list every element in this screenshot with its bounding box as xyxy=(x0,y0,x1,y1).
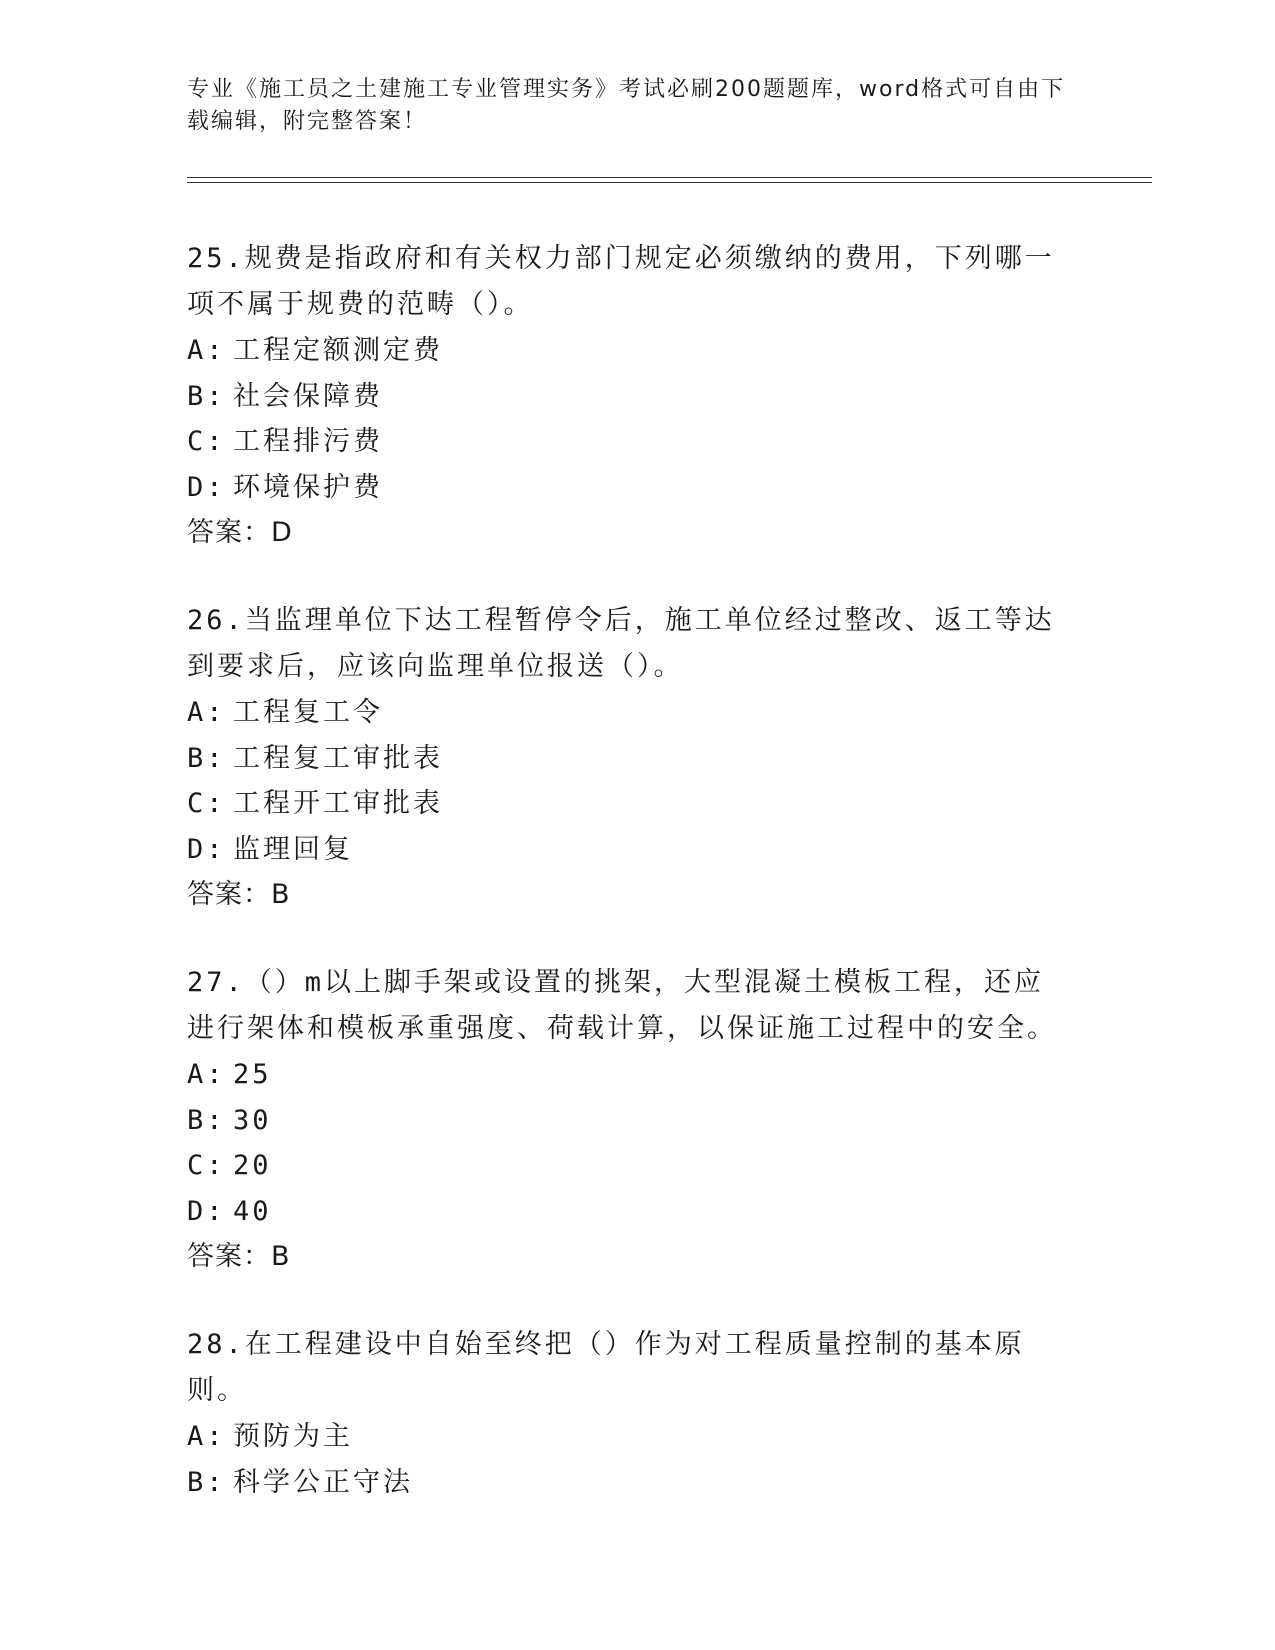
question-stem: 27.（）m以上脚手架或设置的挑架，大型混凝土模板工程，还应进行架体和模板承重强度、荷载计算，以保证施工过程中的安全。 xyxy=(187,967,1057,1044)
option-letter: A: xyxy=(187,697,226,728)
option-text: 监理回复 xyxy=(233,833,353,865)
option-c xyxy=(187,781,1087,827)
question-list xyxy=(187,236,1087,1547)
option-text: 预防为主 xyxy=(233,1421,353,1452)
option-b xyxy=(187,1460,1087,1506)
option-b xyxy=(187,736,1087,782)
header-divider-top xyxy=(187,177,1152,178)
option-letter: C: xyxy=(187,1150,226,1181)
option-letter: C: xyxy=(187,426,226,457)
option-a xyxy=(187,1414,1087,1460)
option-b xyxy=(187,374,1087,420)
option-text: 工程开工审批表 xyxy=(233,788,443,819)
option-letter: A: xyxy=(187,335,226,366)
question-stem: 28.在工程建设中自始至终把（）作为对工程质量控制的基本原则。 xyxy=(187,1329,1025,1406)
option-a xyxy=(187,690,1087,736)
option-letter: B: xyxy=(187,1104,226,1136)
question-25 xyxy=(187,236,1087,556)
document-header-title: 专业《施工员之土建施工专业管理实务》考试必刷200题题库，word格式可自由下载编辑，附完整答案！ xyxy=(187,77,1066,134)
option-text: 工程排污费 xyxy=(233,426,383,457)
option-text: 40 xyxy=(233,1195,272,1227)
option-letter: A: xyxy=(187,1421,226,1452)
option-text: 社会保障费 xyxy=(233,380,383,412)
question-28 xyxy=(187,1322,1087,1505)
question-26 xyxy=(187,598,1087,918)
answer-line: 答案：B xyxy=(187,1241,291,1272)
option-a xyxy=(187,1052,1087,1098)
option-letter: B: xyxy=(187,380,226,412)
question-stem: 25.规费是指政府和有关权力部门规定必须缴纳的费用，下列哪一项不属于规费的范畴（）。 xyxy=(187,243,1055,320)
option-d xyxy=(187,465,1087,511)
option-letter: A: xyxy=(187,1059,226,1090)
question-stem: 26.当监理单位下达工程暂停令后，施工单位经过整改、返工等达到要求后，应该向监理单位报送（）。 xyxy=(187,605,1055,682)
option-a xyxy=(187,328,1087,374)
answer-line: 答案：B xyxy=(187,879,291,910)
option-c xyxy=(187,1143,1087,1189)
option-text: 25 xyxy=(233,1059,272,1090)
question-27 xyxy=(187,960,1087,1280)
option-letter: B: xyxy=(187,742,226,774)
option-text: 30 xyxy=(233,1104,272,1136)
option-letter: D: xyxy=(187,833,226,865)
option-text: 20 xyxy=(233,1150,272,1181)
option-text: 工程定额测定费 xyxy=(233,335,443,366)
option-letter: D: xyxy=(187,471,226,503)
option-d xyxy=(187,827,1087,873)
option-text: 环境保护费 xyxy=(233,471,383,503)
option-text: 工程复工审批表 xyxy=(233,742,443,774)
option-c xyxy=(187,419,1087,465)
option-d xyxy=(187,1189,1087,1235)
header-divider-bottom xyxy=(187,182,1152,183)
option-b xyxy=(187,1098,1087,1144)
option-letter: D: xyxy=(187,1195,226,1227)
option-text: 工程复工令 xyxy=(233,697,383,728)
option-letter: C: xyxy=(187,788,226,819)
option-text: 科学公正守法 xyxy=(233,1466,413,1498)
answer-line: 答案：D xyxy=(187,517,293,548)
option-letter: B: xyxy=(187,1466,226,1498)
